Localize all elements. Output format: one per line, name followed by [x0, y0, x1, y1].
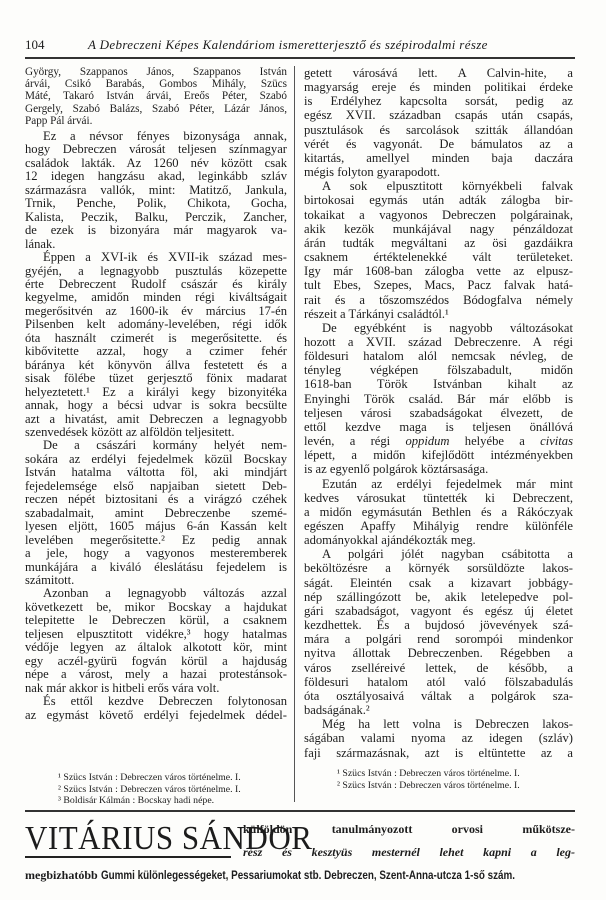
text-line: Még ha lett volna is Debreczen lakos-: [322, 717, 573, 732]
text-line: mára a polgári rend sorompói mindenkor: [304, 632, 573, 647]
text-line: származásra vallók, mint: Matitző, Jankula,: [25, 182, 287, 197]
running-header-title: A Debreczeni Képes Kalendáriom ismeretterjesztő és szépirodalmi része: [88, 37, 488, 52]
names-list: [25, 66, 287, 127]
text-line: árvái, Csikó Barabás, Gombos Mihály, Szücs: [25, 78, 287, 91]
footer-rule: [25, 810, 575, 812]
text-line: kitartás, amellyel minden baja daczára: [304, 150, 573, 165]
column-divider: [294, 66, 295, 802]
text-line: István hatalma váltotta föl, aki mindjárt: [25, 465, 287, 480]
text-line: badságának.²: [304, 703, 370, 718]
text-line: Gergely, Szabó Balázs, Szabó Péter, Lázár János,: [25, 102, 287, 115]
text-line: hogy Debreczen városát teljesen színmagyar: [25, 142, 287, 157]
text-line: A sok elpusztitott környékbeli falvak: [322, 179, 573, 194]
text-line: vérét és vagyonát. De bámulatos az a: [304, 136, 573, 151]
text-line: lyesen eljött, 1605 május 6-án Kassán kelt: [25, 519, 287, 534]
text-line: szenvedések között az alföldön teljesitett.: [25, 424, 235, 439]
text-line: mégis folyton gyarapodott.: [304, 165, 441, 180]
text-line: tokaikat a vagyonos Debreczen polgárainak,: [304, 207, 573, 222]
text-line: birtokosai egymás után adták zálogba bir-: [304, 193, 573, 208]
text-line: nép szállingózott be, akik letelepedve pol-: [304, 589, 573, 604]
text-line: a jele, hogy a vagyonos mesteremberek: [25, 546, 287, 561]
paragraph: [25, 695, 287, 722]
text-line: Kalista, Peczik, Balku, Perczik, Zancher,: [25, 209, 287, 224]
left-column: [25, 66, 287, 722]
text-line: érte Debreczent Rudolf császár és király: [25, 277, 287, 291]
header-rule: [25, 57, 575, 59]
text-line: ságában valami nyoma az idegen (szláv): [304, 731, 573, 746]
text-line: És ettől kezdve Debreczen folytonosan: [43, 694, 287, 709]
text-line: földesuri hatalom alól nemcsak névleg, de: [304, 349, 573, 364]
text-line: reczen népét biztositani és a virágzó czéhek: [25, 492, 287, 507]
paragraph: [304, 66, 573, 179]
text-line: lának.: [25, 236, 56, 251]
text-line: levén, a régi oppidum helyébe a civitas: [304, 434, 573, 449]
text-line: Ez a névsor fényes bizonysága annak,: [43, 129, 287, 144]
text-line: 1618-ban Török Istvánban kihalt az: [304, 377, 573, 392]
text-line: helyeztetett.¹ Ez a királyi kegy bizonyitéka: [25, 384, 287, 399]
text-line: beköltözésre a környék sorsüldözte lakos-: [304, 561, 573, 576]
text-line: kegyelme, amidőn minden régi kiváltságait: [25, 290, 287, 305]
text-line: is Erdélyhez kapcsolta sorsát, pedig az: [304, 94, 573, 109]
paragraph: [304, 547, 573, 717]
text-line: hozott a XVII. század Debreczenre. A régi: [304, 334, 573, 349]
text-line: tult Ebes, Szepes, Macs, Pacz falvak hatá-: [304, 278, 573, 293]
text-line: nyitva állottak Debreczenben. Régebben a: [304, 646, 573, 661]
text-line: munkájára a kiváló éleslátásu fejedelem is: [25, 559, 287, 574]
paragraph: [304, 477, 573, 548]
text-line: nak már akkor is hitbeli erős vára volt.: [25, 680, 220, 695]
text-line: ságát. Eleintén csak a kizavart jobbágy-: [304, 575, 573, 590]
paragraph: [25, 587, 287, 695]
text-line: az egymást követő erdélyi fejedelmek dédel-: [25, 707, 287, 722]
footnote: ² Szücs István : Debreczen város történelme. I.: [58, 783, 241, 795]
text-line: árán tudták megváltani az ösi gazdáikra: [304, 235, 573, 250]
text-line: egész XVII. században csapás után csapás,: [304, 108, 573, 123]
text-line: gyéjén, a legnagyobb pusztulás közepette: [25, 263, 287, 278]
text-line: kedves városukat tüntették ki Debreczent,: [304, 490, 573, 505]
text-line: Trnik, Penche, Polik, Chikota, Gocha,: [25, 196, 287, 211]
footnote: ² Szücs István : Debreczen város történelme. I.: [337, 779, 520, 791]
text-line: egészen Apaffy Mihályig rendre különféle: [304, 519, 573, 533]
ad-text-line-3-rest: Gummi különlegességeket, Pessariumokat stb. Debreczen, Szent-Anna-utcza 1-ső szám.: [100, 868, 515, 882]
text-line: Máté, Takaró István árvái, Ereős Péter, Szabó: [25, 90, 287, 103]
text-line: kibővitette azzal, hogy a czimer fehér: [25, 344, 287, 359]
text-line: fejedelemsége első napjaiban sietett Deb-: [25, 478, 287, 493]
ad-text-line-1: külföldön tanulmányozott orvosi műkötsze-: [243, 822, 575, 836]
text-line: óta osztályosaivá váltak a polgárok sza-: [304, 688, 573, 703]
text-line: faji származásnak, azt is eltüntette az a: [304, 745, 573, 760]
ad-text-line-3: [25, 868, 575, 883]
paragraph: [25, 251, 287, 439]
text-line: De a császári kormány helyét nem-: [43, 438, 287, 453]
text-line: megerősitvén az 1600-ik év március 17-én: [25, 303, 287, 318]
text-line: getett városává lett. A Calvin-hite, a: [304, 66, 573, 80]
footnote: ¹ Szücs István : Debreczen város történelme. I.: [337, 768, 520, 779]
text-line: azt a hivatást, amit Debreczen a legnagyobb: [25, 411, 287, 426]
text-line: Pilsenben kelt adomány-levelében, régi idők: [25, 317, 287, 332]
left-footnotes: [25, 772, 287, 807]
text-line: népe a várost, mely a hazai protestánsok-: [25, 667, 287, 682]
text-line: Azonban a legnagyobb változás azzal: [43, 586, 287, 601]
text-line: családok lakták. Az 1260 név között csak: [25, 155, 287, 170]
text-line: ettől kezdve maga is teljesen önállóvá: [304, 419, 573, 434]
text-line: teljesen városi szabadságokat élvezett, de: [304, 405, 573, 420]
text-line: báránya két könyvön állva festetett és a: [25, 357, 287, 372]
text-line: Papp Pál árvái.: [25, 114, 93, 127]
text-line: számitott.: [25, 572, 75, 587]
text-line: földesuri hatalom atól való fölszabadulás: [304, 674, 573, 689]
text-line: kezdhettek. És a bujdosó jövevények szá-: [304, 618, 573, 633]
text-line: levelében megerősitette.² Ez pedig annak: [25, 532, 287, 547]
text-line: annak, hogy a bécsi udvar is sokra becsülte: [25, 398, 287, 413]
text-line: Enyinghi Török család. Bár már előbb is: [304, 391, 573, 406]
paragraph: [25, 130, 287, 251]
text-line: Igy már 1608-ban zálogba vette az elpusz-: [304, 264, 573, 279]
text-line: óta használt czimerét is megerősitette. és: [25, 330, 287, 345]
right-column: [304, 66, 573, 760]
right-footnotes: [304, 768, 573, 791]
page-number: 104: [25, 37, 45, 52]
advertiser-name: VITÁRIUS SÁNDOR: [25, 818, 313, 857]
text-line: részeit a Tárkányi családtól.¹: [304, 306, 449, 321]
text-line: Ezután az erdélyi fejedelmek már mint: [322, 476, 573, 491]
text-line: rait és a tőszomszédos Bódogfalva némely: [304, 292, 573, 307]
footnote: ¹ Szücs István : Debreczen város történelme. I.: [58, 772, 241, 783]
footnote: ³ Boldisár Kálmán : Bocskay hadi népe.: [58, 795, 215, 807]
paragraph: [304, 321, 573, 477]
text-line: tényleg végképen fölszabadult, midőn: [304, 363, 573, 378]
paragraph: [304, 179, 573, 321]
text-line: védője legyen az általok alkotott kör, mint: [25, 640, 287, 655]
text-line: de ezek is bizonyára már magyarok va-: [25, 223, 287, 238]
text-line: szabadalmait, amint Debreczenbe szemé-: [25, 505, 287, 520]
ad-text-line-2: rész és kesztyüs mesternél lehet kapni a leg-: [243, 845, 575, 859]
paragraph: [25, 439, 287, 587]
text-line: sisak fölébe tüzet gerjesztő fönix madarat: [25, 371, 287, 386]
text-line: teljesen elpusztitott vidékre,³ hogy hatalmas: [25, 626, 287, 641]
text-line: csaknem értéktelenekké vált területeket.: [304, 250, 573, 265]
text-line: város zselléreivé lettek, de később, a: [304, 660, 573, 675]
text-line: egy aczél-gyürü fogván körül a hajduság: [25, 653, 287, 668]
text-line: akik kezök munkájával nagy pénzáldozat: [304, 221, 573, 236]
text-line: sokára az erdélyi fejedelmek közül Bocskay: [25, 451, 287, 466]
text-line: következett be, mikor Bocskay a hajdukat: [25, 599, 287, 614]
text-line: 12 idegen hangzásu akad, leginkább szláv: [25, 169, 287, 184]
text-line: Éppen a XVI-ik és XVII-ik század mes-: [43, 250, 287, 265]
text-line: telepitette le Debreczen körül, a csaknem: [25, 613, 287, 628]
text-line: gári szabadságot, vagyont és egész új életet: [304, 603, 573, 618]
paragraph: [304, 717, 573, 759]
text-line: adományokkal ajándékozták meg.: [304, 533, 476, 548]
text-line: A polgári jólét nagyban csábitotta a: [322, 547, 573, 562]
text-line: De egyébként is nagyobb változásokat: [322, 320, 573, 335]
ad-text-line-3-start: megbizhatóbb: [25, 868, 98, 882]
text-line: pusztulások és sarcolások szitták állandóan: [304, 122, 573, 137]
text-line: a midőn egymásután Bethlen és a Rákóczyak: [304, 504, 573, 519]
text-line: magyarság ereje és minden politikai érdeke: [304, 80, 573, 95]
text-line: lépett, a midőn kifejlődött intézményekben: [304, 448, 573, 463]
text-line: is az egyenlő polgárok köztársasága.: [304, 462, 489, 477]
advertiser-name-underline: [25, 856, 231, 858]
text-line: György, Szappanos János, Szappanos István: [25, 66, 287, 78]
